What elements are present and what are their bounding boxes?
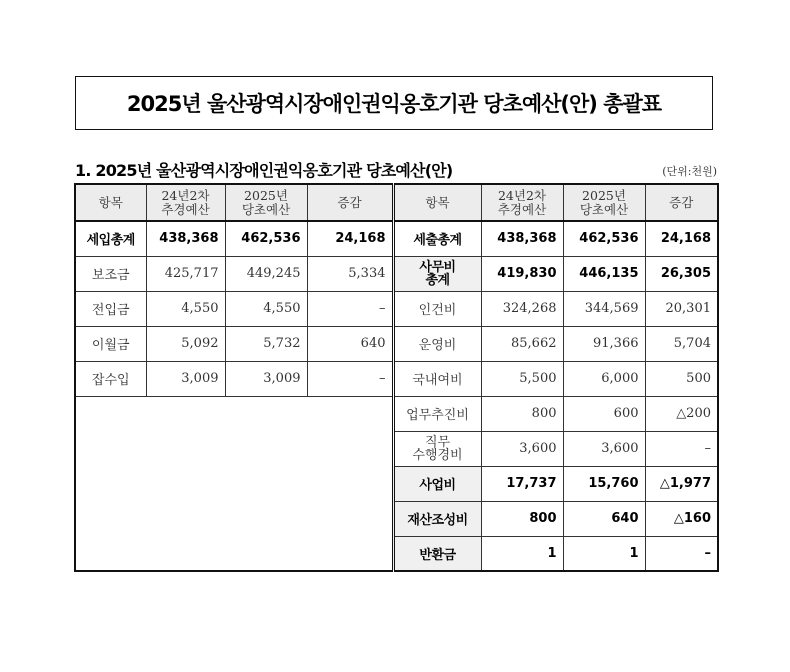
expenditure-diff: 24,168 bbox=[645, 221, 718, 256]
revenue-curr: 4,550 bbox=[225, 291, 307, 326]
section-header bbox=[75, 157, 717, 181]
expenditure-diff: – bbox=[645, 431, 718, 466]
header-expenditure-item: 항목 bbox=[393, 184, 481, 221]
expenditure-diff: 26,305 bbox=[645, 256, 718, 291]
expenditure-label: 국내여비 bbox=[393, 361, 481, 396]
expenditure-prev: 17,737 bbox=[481, 466, 563, 501]
revenue-prev: 5,092 bbox=[146, 326, 225, 361]
expenditure-diff: 20,301 bbox=[645, 291, 718, 326]
header-revenue-curr: 2025년 당초예산 bbox=[225, 184, 307, 221]
expenditure-curr: 446,135 bbox=[563, 256, 645, 291]
revenue-prev: 438,368 bbox=[146, 221, 225, 256]
expenditure-label: 인건비 bbox=[393, 291, 481, 326]
expenditure-prev: 419,830 bbox=[481, 256, 563, 291]
expenditure-prev: 3,600 bbox=[481, 431, 563, 466]
document-title: 2025년 울산광역시장애인권익옹호기관 당초예산(안) 총괄표 bbox=[126, 92, 662, 116]
revenue-curr: 449,245 bbox=[225, 256, 307, 291]
revenue-diff: – bbox=[307, 361, 393, 396]
revenue-label: 잡수입 bbox=[75, 361, 146, 396]
table-row bbox=[75, 221, 718, 256]
expenditure-label: 사업비 bbox=[393, 466, 481, 501]
unit-label: (단위:천원) bbox=[662, 165, 717, 178]
header-expenditure-curr: 2025년 당초예산 bbox=[563, 184, 645, 221]
revenue-diff: 24,168 bbox=[307, 221, 393, 256]
expenditure-curr: 640 bbox=[563, 501, 645, 536]
table-header-row bbox=[75, 184, 718, 221]
expenditure-diff: – bbox=[645, 536, 718, 571]
table-row bbox=[75, 256, 718, 291]
expenditure-prev: 800 bbox=[481, 501, 563, 536]
revenue-curr: 462,536 bbox=[225, 221, 307, 256]
revenue-diff: 5,334 bbox=[307, 256, 393, 291]
document-title-box bbox=[75, 76, 713, 130]
header-expenditure-prev: 24년2차 추경예산 bbox=[481, 184, 563, 221]
budget-summary-table bbox=[74, 183, 719, 572]
revenue-diff: 640 bbox=[307, 326, 393, 361]
expenditure-curr: 600 bbox=[563, 396, 645, 431]
table-row bbox=[75, 396, 718, 431]
expenditure-label: 운영비 bbox=[393, 326, 481, 361]
expenditure-prev: 5,500 bbox=[481, 361, 563, 396]
expenditure-diff: △200 bbox=[645, 396, 718, 431]
expenditure-curr: 91,366 bbox=[563, 326, 645, 361]
header-expenditure-diff: 증감 bbox=[645, 184, 718, 221]
expenditure-diff: △1,977 bbox=[645, 466, 718, 501]
header-revenue-prev: 24년2차 추경예산 bbox=[146, 184, 225, 221]
expenditure-diff: △160 bbox=[645, 501, 718, 536]
revenue-diff: – bbox=[307, 291, 393, 326]
expenditure-prev: 324,268 bbox=[481, 291, 563, 326]
header-revenue-diff: 증감 bbox=[307, 184, 393, 221]
section-title: 1. 2025년 울산광역시장애인권익옹호기관 당초예산(안) bbox=[75, 161, 453, 180]
table-row bbox=[75, 361, 718, 396]
expenditure-label: 업무추진비 bbox=[393, 396, 481, 431]
expenditure-curr: 3,600 bbox=[563, 431, 645, 466]
expenditure-prev: 800 bbox=[481, 396, 563, 431]
revenue-prev: 4,550 bbox=[146, 291, 225, 326]
revenue-curr: 5,732 bbox=[225, 326, 307, 361]
revenue-label: 세입총계 bbox=[75, 221, 146, 256]
revenue-label: 이월금 bbox=[75, 326, 146, 361]
expenditure-label: 세출총계 bbox=[393, 221, 481, 256]
revenue-empty-area bbox=[75, 396, 393, 571]
expenditure-curr: 462,536 bbox=[563, 221, 645, 256]
expenditure-diff: 5,704 bbox=[645, 326, 718, 361]
expenditure-curr: 344,569 bbox=[563, 291, 645, 326]
expenditure-label: 재산조성비 bbox=[393, 501, 481, 536]
table-row bbox=[75, 326, 718, 361]
expenditure-label: 반환금 bbox=[393, 536, 481, 571]
expenditure-curr: 15,760 bbox=[563, 466, 645, 501]
revenue-label: 보조금 bbox=[75, 256, 146, 291]
revenue-prev: 425,717 bbox=[146, 256, 225, 291]
expenditure-diff: 500 bbox=[645, 361, 718, 396]
expenditure-label: 직무 수행경비 bbox=[393, 431, 481, 466]
revenue-prev: 3,009 bbox=[146, 361, 225, 396]
expenditure-curr: 6,000 bbox=[563, 361, 645, 396]
expenditure-prev: 438,368 bbox=[481, 221, 563, 256]
expenditure-prev: 85,662 bbox=[481, 326, 563, 361]
expenditure-curr: 1 bbox=[563, 536, 645, 571]
revenue-curr: 3,009 bbox=[225, 361, 307, 396]
table-row bbox=[75, 291, 718, 326]
expenditure-label: 사무비 총계 bbox=[393, 256, 481, 291]
expenditure-prev: 1 bbox=[481, 536, 563, 571]
revenue-label: 전입금 bbox=[75, 291, 146, 326]
header-revenue-item: 항목 bbox=[75, 184, 146, 221]
